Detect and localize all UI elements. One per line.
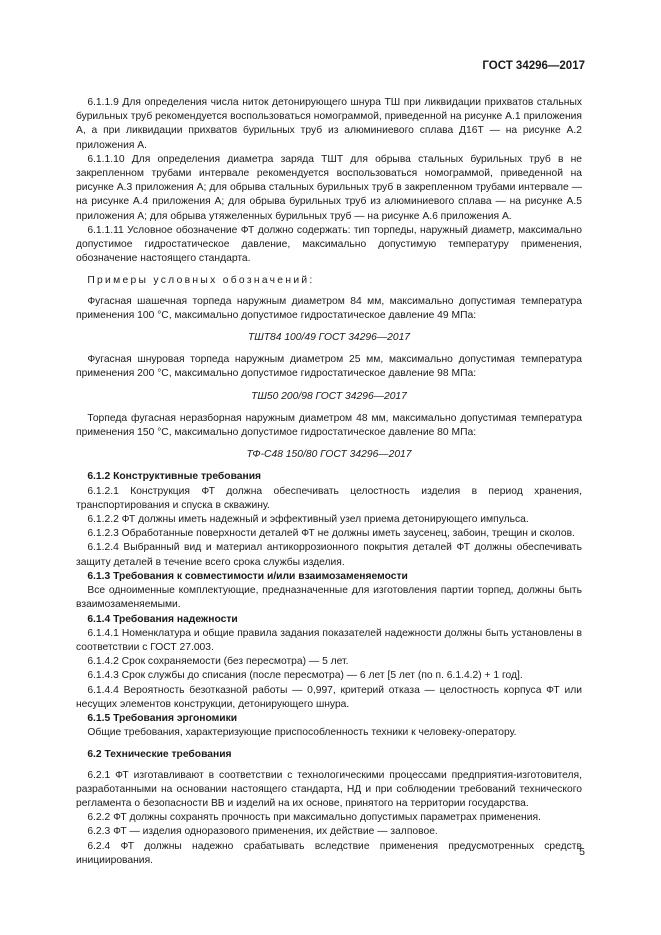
- example-3-designation: ТФ-С48 150/80 ГОСТ 34296—2017: [246, 449, 412, 461]
- paragraph-6-1-2-2: 6.1.2.2 ФТ должны иметь надежный и эффективный узел приема детонирующего импульса.: [87, 514, 529, 526]
- paragraph-6-1-2-4: 6.1.2.4 Выбранный вид и материал антикоррозионного покрытия деталей ФТ должны обеспечивать защиту деталей в течение всего срока службы изделия.: [76, 542, 582, 568]
- paragraph-6-1-2-1: 6.1.2.1 Конструкция ФТ должна обеспечивать целостность изделия в период хранения, транспортирования и спуска в скважину.: [76, 485, 582, 511]
- examples-heading: Примеры условных обозначений:: [87, 275, 315, 287]
- paragraph-6-1-4-3: 6.1.4.3 Срок службы до списания (после пересмотра) — 6 лет [5 лет (по п. 6.1.4.2) + 1 год].: [87, 670, 523, 682]
- example-1-description: Фугасная шашечная торпеда наружным диаметром 84 мм, максимально допустимая температура применения 100 °С, максимально допустимое гидростатическое давление 49 МПа:: [76, 295, 582, 321]
- section-heading-6-1-5: 6.1.5 Требования эргономики: [87, 712, 238, 724]
- section-heading-6-2: 6.2 Технические требования: [87, 749, 232, 761]
- paragraph-6-1-4-4: 6.1.4.4 Вероятность безотказной работы — 0,997, критерий отказа — целостность корпуса ФТ или несущих элементов конструкции, детонирующего шнура.: [76, 684, 582, 710]
- section-heading-6-1-2: 6.1.2 Конструктивные требования: [87, 471, 262, 483]
- paragraph-6-2-4: 6.2.4 ФТ должны надежно срабатывать вследствие применения предусмотренных средств инициирования.: [76, 840, 582, 866]
- document-body: [76, 96, 582, 868]
- paragraph-6-1-4-1: 6.1.4.1 Номенклатура и общие правила задания показателей надежности должны быть установлены в соответствии с ГОСТ 27.003.: [76, 627, 582, 653]
- paragraph-6-1-1-11: 6.1.1.11 Условное обозначение ФТ должно содержать: тип торпеды, наружный диаметр, максимально допустимое гидростатическое давление, максимально допустимую температуру применения, обозначение настоящего стандарта.: [76, 224, 582, 265]
- paragraph-6-1-1-10: 6.1.1.10 Для определения диаметра заряда ТШТ для обрыва стальных бурильных труб в не закрепленном трубами интервале рекомендуется воспользоваться номограммой, приведенной на рисунке А.3 приложения А; для обрыва стальных бурильных труб в закрепленном трубами интервале — на рисунке А.4 приложения А; для обрыва бурильных труб из алюминиевого сплава — на рисунке А.5 приложения А; для обрыва утяжеленных бурильных труб — на рисунке А.6 приложения А.: [76, 153, 582, 222]
- example-3-description: Торпеда фугасная неразборная наружным диаметром 48 мм, максимально допустимая температура применения 150 °С, максимально допустимое гидростатическое давление 80 МПа:: [76, 412, 582, 439]
- paragraph-6-1-5-body: Общие требования, характеризующие приспособленность техники к человеку-оператору.: [87, 727, 517, 739]
- paragraph-6-2-2: 6.2.2 ФТ должны сохранять прочность при максимально допустимых параметрах применения.: [87, 812, 541, 824]
- paragraph-6-1-4-2: 6.1.4.2 Срок сохраняемости (без пересмотра) — 5 лет.: [87, 656, 349, 668]
- section-heading-6-1-3: 6.1.3 Требования к совместимости и/или взаимозаменяемости: [87, 570, 408, 582]
- example-1-designation: ТШТ84 100/49 ГОСТ 34296—2017: [247, 332, 411, 344]
- document-id-header: ГОСТ 34296—2017: [482, 60, 585, 72]
- paragraph-6-1-1-9: 6.1.1.9 Для определения числа ниток детонирующего шнура ТШ при ликвидации прихватов стальных бурильных труб рекомендуется воспользоваться номограммой, приведенной на рисунке А.1 приложения А, а при ликвидации прихватов бурильных труб из алюминиевого сплава Д16Т — на рисунке А.2 приложения А.: [76, 97, 582, 151]
- paragraph-6-2-1: 6.2.1 ФТ изготавливают в соответствии с технологическими процессами предприятия-изготовителя, разработанными на основании настоящего стандарта, НД и при соблюдении требований технического регламента о безопасности ВВ и изделий на их основе, принятого на территории государства.: [76, 769, 582, 809]
- paragraph-6-1-3-body: Все одноименные комплектующие, предназначенные для изготовления партии торпед, должны быть взаимозаменяемыми.: [76, 585, 582, 611]
- paragraph-6-1-2-3: 6.1.2.3 Обработанные поверхности деталей ФТ не должны иметь заусенец, забоин, трещин и сколов.: [87, 528, 575, 540]
- example-2-designation: ТШ50 200/98 ГОСТ 34296—2017: [251, 390, 407, 402]
- section-heading-6-1-4: 6.1.4 Требования надежности: [87, 613, 238, 625]
- paragraph-6-2-3: 6.2.3 ФТ — изделия одноразового применения, их действие — залповое.: [87, 826, 438, 838]
- page-number: 5: [579, 846, 585, 858]
- example-2-description: Фугасная шнуровая торпеда наружным диаметром 25 мм, максимально допустимая температура применения 200 °С, максимально допустимое гидростатическое давление 98 МПа:: [76, 354, 582, 380]
